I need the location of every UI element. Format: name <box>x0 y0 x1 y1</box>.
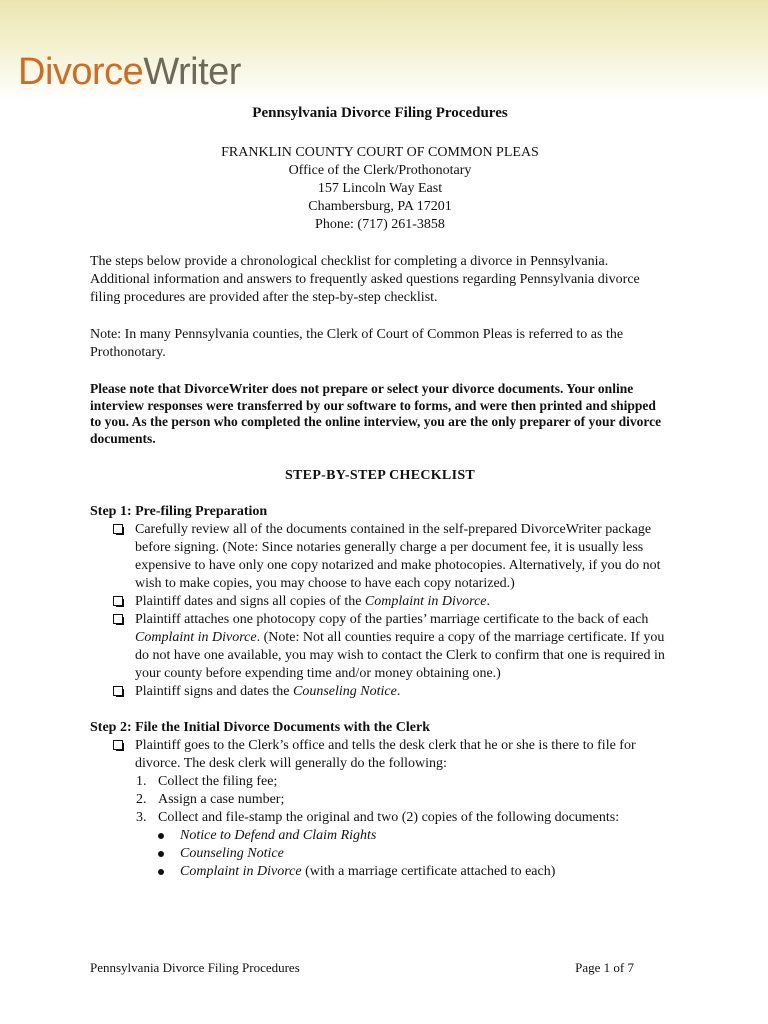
step1-item-1: Carefully review all of the documents contained in the self-prepared DivorceWriter package before signing. (Note: Since notaries generally charge a per document fee, it is usually less expensive to have only one copy notarized and make photocopies. Alternatively, if you do not wish to make copies, you may choose to have each copy notarized.) <box>90 521 670 593</box>
court-city: Chambersburg, PA 17201 <box>308 199 452 214</box>
step2-numbered-item: 1. Collect the filing fee; <box>136 774 278 789</box>
logo-part-writer: Writer <box>143 51 241 93</box>
footer-title: Pennsylvania Divorce Filing Procedures <box>90 960 300 975</box>
step2-numbered-item: 2. Assign a case number; <box>136 792 285 807</box>
step2-numbered-item: 3. Collect and file-stamp the original and two (2) copies of the following documents: <box>136 810 620 825</box>
disclaimer-paragraph: Please note that DivorceWriter does not prepare or select your divorce documents. Your online interview responses were transferred by our software to forms, and were then printed and shipped to you. As the person who completed the online interview, you are the only preparer of your divorce documents. <box>90 381 662 446</box>
intro-paragraph: The steps below provide a chronological checklist for completing a divorce in Pennsylvania. Additional information and answers to frequently asked questions regarding Pennsylvania divorce filing procedures are provided after the step-by-step checklist. <box>90 254 640 305</box>
step2-item-1: Plaintiff goes to the Clerk’s office and tells the desk clerk that he or she is there to file for divorce. The desk clerk will generally do the following: <box>90 737 670 773</box>
bullet-icon <box>158 851 164 857</box>
step2-heading: Step 2: File the Initial Divorce Documents with the Clerk <box>90 720 430 735</box>
page-title: Pennsylvania Divorce Filing Procedures <box>252 105 508 121</box>
divorcewriter-logo <box>18 50 241 94</box>
document-body <box>90 104 670 881</box>
checkbox-icon <box>113 614 123 624</box>
court-name: FRANKLIN COUNTY COURT OF COMMON PLEAS <box>221 145 539 160</box>
bullet-icon <box>158 869 164 875</box>
note-paragraph: Note: In many Pennsylvania counties, the Clerk of Court of Common Pleas is referred to as the Prothonotary. <box>90 327 624 360</box>
page-number: Page 1 of 7 <box>575 960 634 975</box>
checklist-title: STEP-BY-STEP CHECKLIST <box>284 468 476 483</box>
page-footer <box>90 960 634 976</box>
checkbox-icon <box>113 524 123 534</box>
step1-item-2: Plaintiff dates and signs all copies of the Complaint in Divorce. <box>90 593 670 611</box>
court-phone: Phone: (717) 261-3858 <box>315 217 445 232</box>
logo-part-divorce: Divorce <box>18 51 144 93</box>
checkbox-icon <box>113 596 123 606</box>
checkbox-icon <box>113 740 123 750</box>
step1-item-3: Plaintiff attaches one photocopy copy of the parties’ marriage certificate to the back of each Complaint in Divorce. (Note: Not all counties require a copy of the marriage certificate. If you do not have one available, you may wish to contact the Clerk to confirm that one is required in your county before expending time and/or money obtaining one.) <box>90 611 670 683</box>
document-bullet: Counseling Notice <box>90 845 670 863</box>
court-office: Office of the Clerk/Prothonotary <box>288 163 472 178</box>
court-street: 157 Lincoln Way East <box>317 181 443 196</box>
step1-item-4: Plaintiff signs and dates the Counseling Notice. <box>90 683 670 701</box>
document-bullet: Complaint in Divorce (with a marriage certificate attached to each) <box>90 863 670 881</box>
document-bullet: Notice to Defend and Claim Rights <box>90 827 670 845</box>
bullet-icon <box>158 833 164 839</box>
checkbox-icon <box>113 686 123 696</box>
step1-heading: Step 1: Pre-filing Preparation <box>90 504 268 519</box>
court-address <box>90 144 670 234</box>
